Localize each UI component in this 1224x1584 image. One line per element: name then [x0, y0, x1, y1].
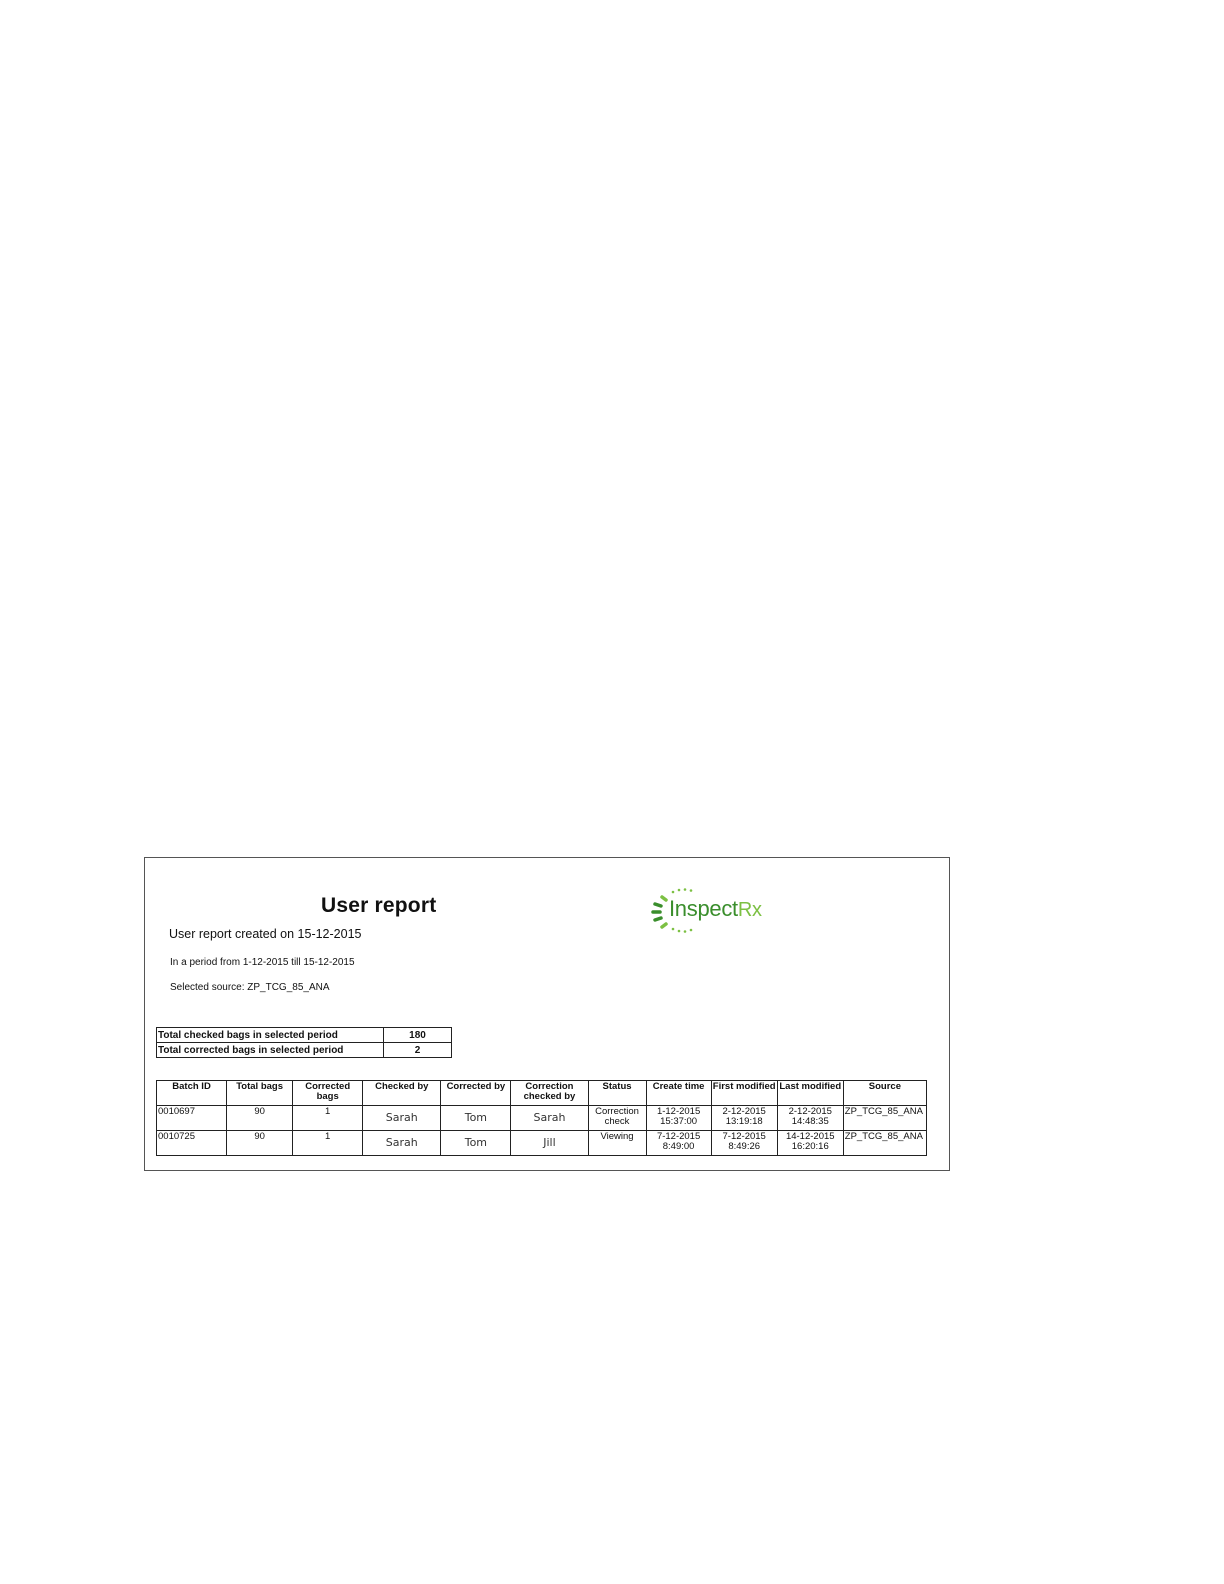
cell-corrected-bags: 1: [293, 1106, 363, 1131]
cell-source: ZP_TCG_85_ANA: [843, 1106, 926, 1131]
column-header: Checked by: [363, 1081, 441, 1106]
totals-row: [157, 1043, 452, 1058]
totals-label: Total corrected bags in selected period: [157, 1043, 384, 1058]
column-header: Correction checked by: [511, 1081, 588, 1106]
column-header: Last modified: [777, 1081, 843, 1106]
cell-corrected-by: Tom: [441, 1131, 511, 1156]
cell-correction-checked-by: Jill: [511, 1131, 588, 1156]
cell-status: Viewing: [588, 1131, 646, 1156]
cell-checked-by: Sarah: [363, 1106, 441, 1131]
logo-rx: Rx: [737, 899, 762, 921]
totals-value: 2: [384, 1043, 452, 1058]
column-header: Status: [588, 1081, 646, 1106]
cell-create-time: 7-12-2015 8:49:00: [646, 1131, 711, 1156]
report-period: In a period from 1-12-2015 till 15-12-2015: [170, 957, 355, 968]
column-header: Corrected by: [441, 1081, 511, 1106]
report-selected-source: Selected source: ZP_TCG_85_ANA: [170, 982, 330, 993]
logo-name: Inspect: [669, 896, 738, 921]
column-header: Corrected bags: [293, 1081, 363, 1106]
cell-corrected-bags: 1: [293, 1131, 363, 1156]
cell-source: ZP_TCG_85_ANA: [843, 1131, 926, 1156]
column-header: First modified: [711, 1081, 777, 1106]
cell-batch-id: 0010725: [157, 1131, 227, 1156]
user-report-image: [144, 857, 950, 1171]
totals-value: 180: [384, 1028, 452, 1043]
column-header: Source: [843, 1081, 926, 1106]
inspectrx-logo: [651, 888, 771, 934]
cell-last-modified: 2-12-2015 14:48:35: [777, 1106, 843, 1131]
cell-last-modified: 14-12-2015 16:20:16: [777, 1131, 843, 1156]
cell-total-bags: 90: [227, 1131, 293, 1156]
batch-table: [156, 1080, 927, 1156]
totals-row: [157, 1028, 452, 1043]
cell-batch-id: 0010697: [157, 1106, 227, 1131]
column-header: Total bags: [227, 1081, 293, 1106]
cell-first-modified: 2-12-2015 13:19:18: [711, 1106, 777, 1131]
cell-correction-checked-by: Sarah: [511, 1106, 588, 1131]
column-header: Create time: [646, 1081, 711, 1106]
column-header: Batch ID: [157, 1081, 227, 1106]
cell-checked-by: Sarah: [363, 1131, 441, 1156]
report-created-date: User report created on 15-12-2015: [169, 927, 362, 941]
totals-table: [156, 1027, 452, 1058]
cell-first-modified: 7-12-2015 8:49:26: [711, 1131, 777, 1156]
table-row: [157, 1131, 927, 1156]
table-header-row: [157, 1081, 927, 1106]
table-row: [157, 1106, 927, 1131]
report-title: User report: [321, 894, 437, 917]
cell-create-time: 1-12-2015 15:37:00: [646, 1106, 711, 1131]
cell-corrected-by: Tom: [441, 1106, 511, 1131]
totals-label: Total checked bags in selected period: [157, 1028, 384, 1043]
cell-status: Correction check: [588, 1106, 646, 1131]
cell-total-bags: 90: [227, 1106, 293, 1131]
logo-wordmark: [669, 896, 762, 922]
